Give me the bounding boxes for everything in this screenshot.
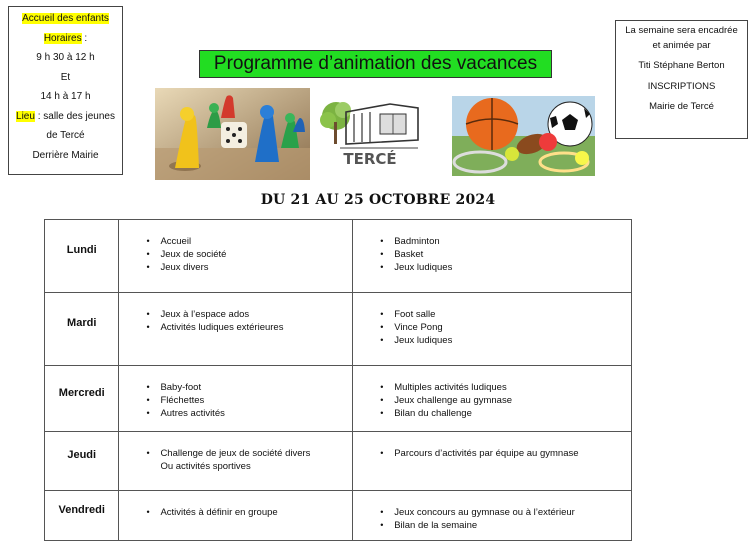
inscriptions-box [615,20,748,139]
terce-logo-graphic [318,98,428,172]
lieu-label: Lieu [16,110,35,122]
board-games-image [155,88,310,180]
inscriptions-label: INSCRIPTIONS [647,80,716,92]
list-item: • Baby-foot [160,381,351,394]
activity-list [120,308,351,334]
accueil-label: Accueil des enfants [22,13,109,24]
page-title: Programme d’animation des vacances [199,50,552,78]
list-item: • Vince Pong [394,321,630,334]
derriere-mairie: Derrière Mairie [32,149,99,161]
table-row [45,220,632,293]
sports-balls-image [452,96,595,176]
supervision-line-1: La semaine sera encadrée [625,25,738,36]
and-text: Et [60,71,71,83]
table-row [45,366,632,432]
activity-list [120,506,351,519]
schedule-info-box [8,6,123,175]
list-item: • Jeux de société [160,248,351,261]
activity-list [354,506,630,532]
table-row [45,432,632,491]
list-item: • Badminton [394,235,630,248]
board-games-illustration [155,88,310,180]
list-item: • Bilan du challenge [394,407,630,420]
list-item: • Autres activités [160,407,351,420]
list-item: • Activités à définir en groupe [160,506,351,519]
list-item: Ou activités sportives [160,461,251,473]
sports-illustration [452,96,595,176]
lieu-text: : salle des jeunes [34,110,115,122]
list-item: • Multiples activités ludiques [394,381,630,394]
list-item: • Jeux divers [160,261,351,274]
afternoon-hours: 14 h à 17 h [40,91,91,102]
list-item: • Activités ludiques extérieures [160,321,351,334]
activity-list [120,381,351,421]
animator-name: Titi Stéphane Berton [638,60,725,71]
mairie-label: Mairie de Tercé [649,101,714,112]
list-item: • Jeux ludiques [394,261,630,274]
logo-text: TERCÉ [343,150,397,168]
day-label: Mercredi [58,386,105,399]
list-item: • Foot salle [394,308,630,321]
activity-list [354,308,630,348]
table-row [45,491,632,541]
activity-list [120,447,351,473]
colon: : [81,32,88,44]
horaires-label: Horaires [43,32,82,44]
day-label: Jeudi [67,449,97,461]
dates-heading: DU 21 AU 25 OCTOBRE 2024 [260,192,496,208]
list-item: • Jeux ludiques [394,334,630,347]
list-item: • Accueil [160,235,351,248]
list-item: • Jeux challenge au gymnase [394,394,630,407]
activity-list [354,235,630,275]
schedule-table [44,219,632,541]
activity-list [354,447,630,460]
list-item: • Bilan de la semaine [394,519,630,532]
list-item: • Parcours d’activités par équipe au gymnase [394,447,630,460]
day-label: Lundi [66,244,97,256]
activity-list [120,235,351,275]
day-label: Mardi [67,317,97,329]
supervision-line-2: et animée par [652,39,711,51]
activity-list [354,381,630,421]
list-item: • Basket [394,248,630,261]
list-item: • Jeux à l’espace ados [160,308,351,321]
terce-logo [318,98,428,172]
table-row [45,293,632,366]
lieu-text-2: de Tercé [46,130,85,141]
list-item: • Jeux concours au gymnase ou à l’extérieur [394,506,630,519]
list-item: • Challenge de jeux de société divers [160,447,351,460]
list-item: • Fléchettes [160,394,351,407]
day-label: Vendredi [58,503,105,516]
morning-hours: 9 h 30 à 12 h [36,52,95,63]
